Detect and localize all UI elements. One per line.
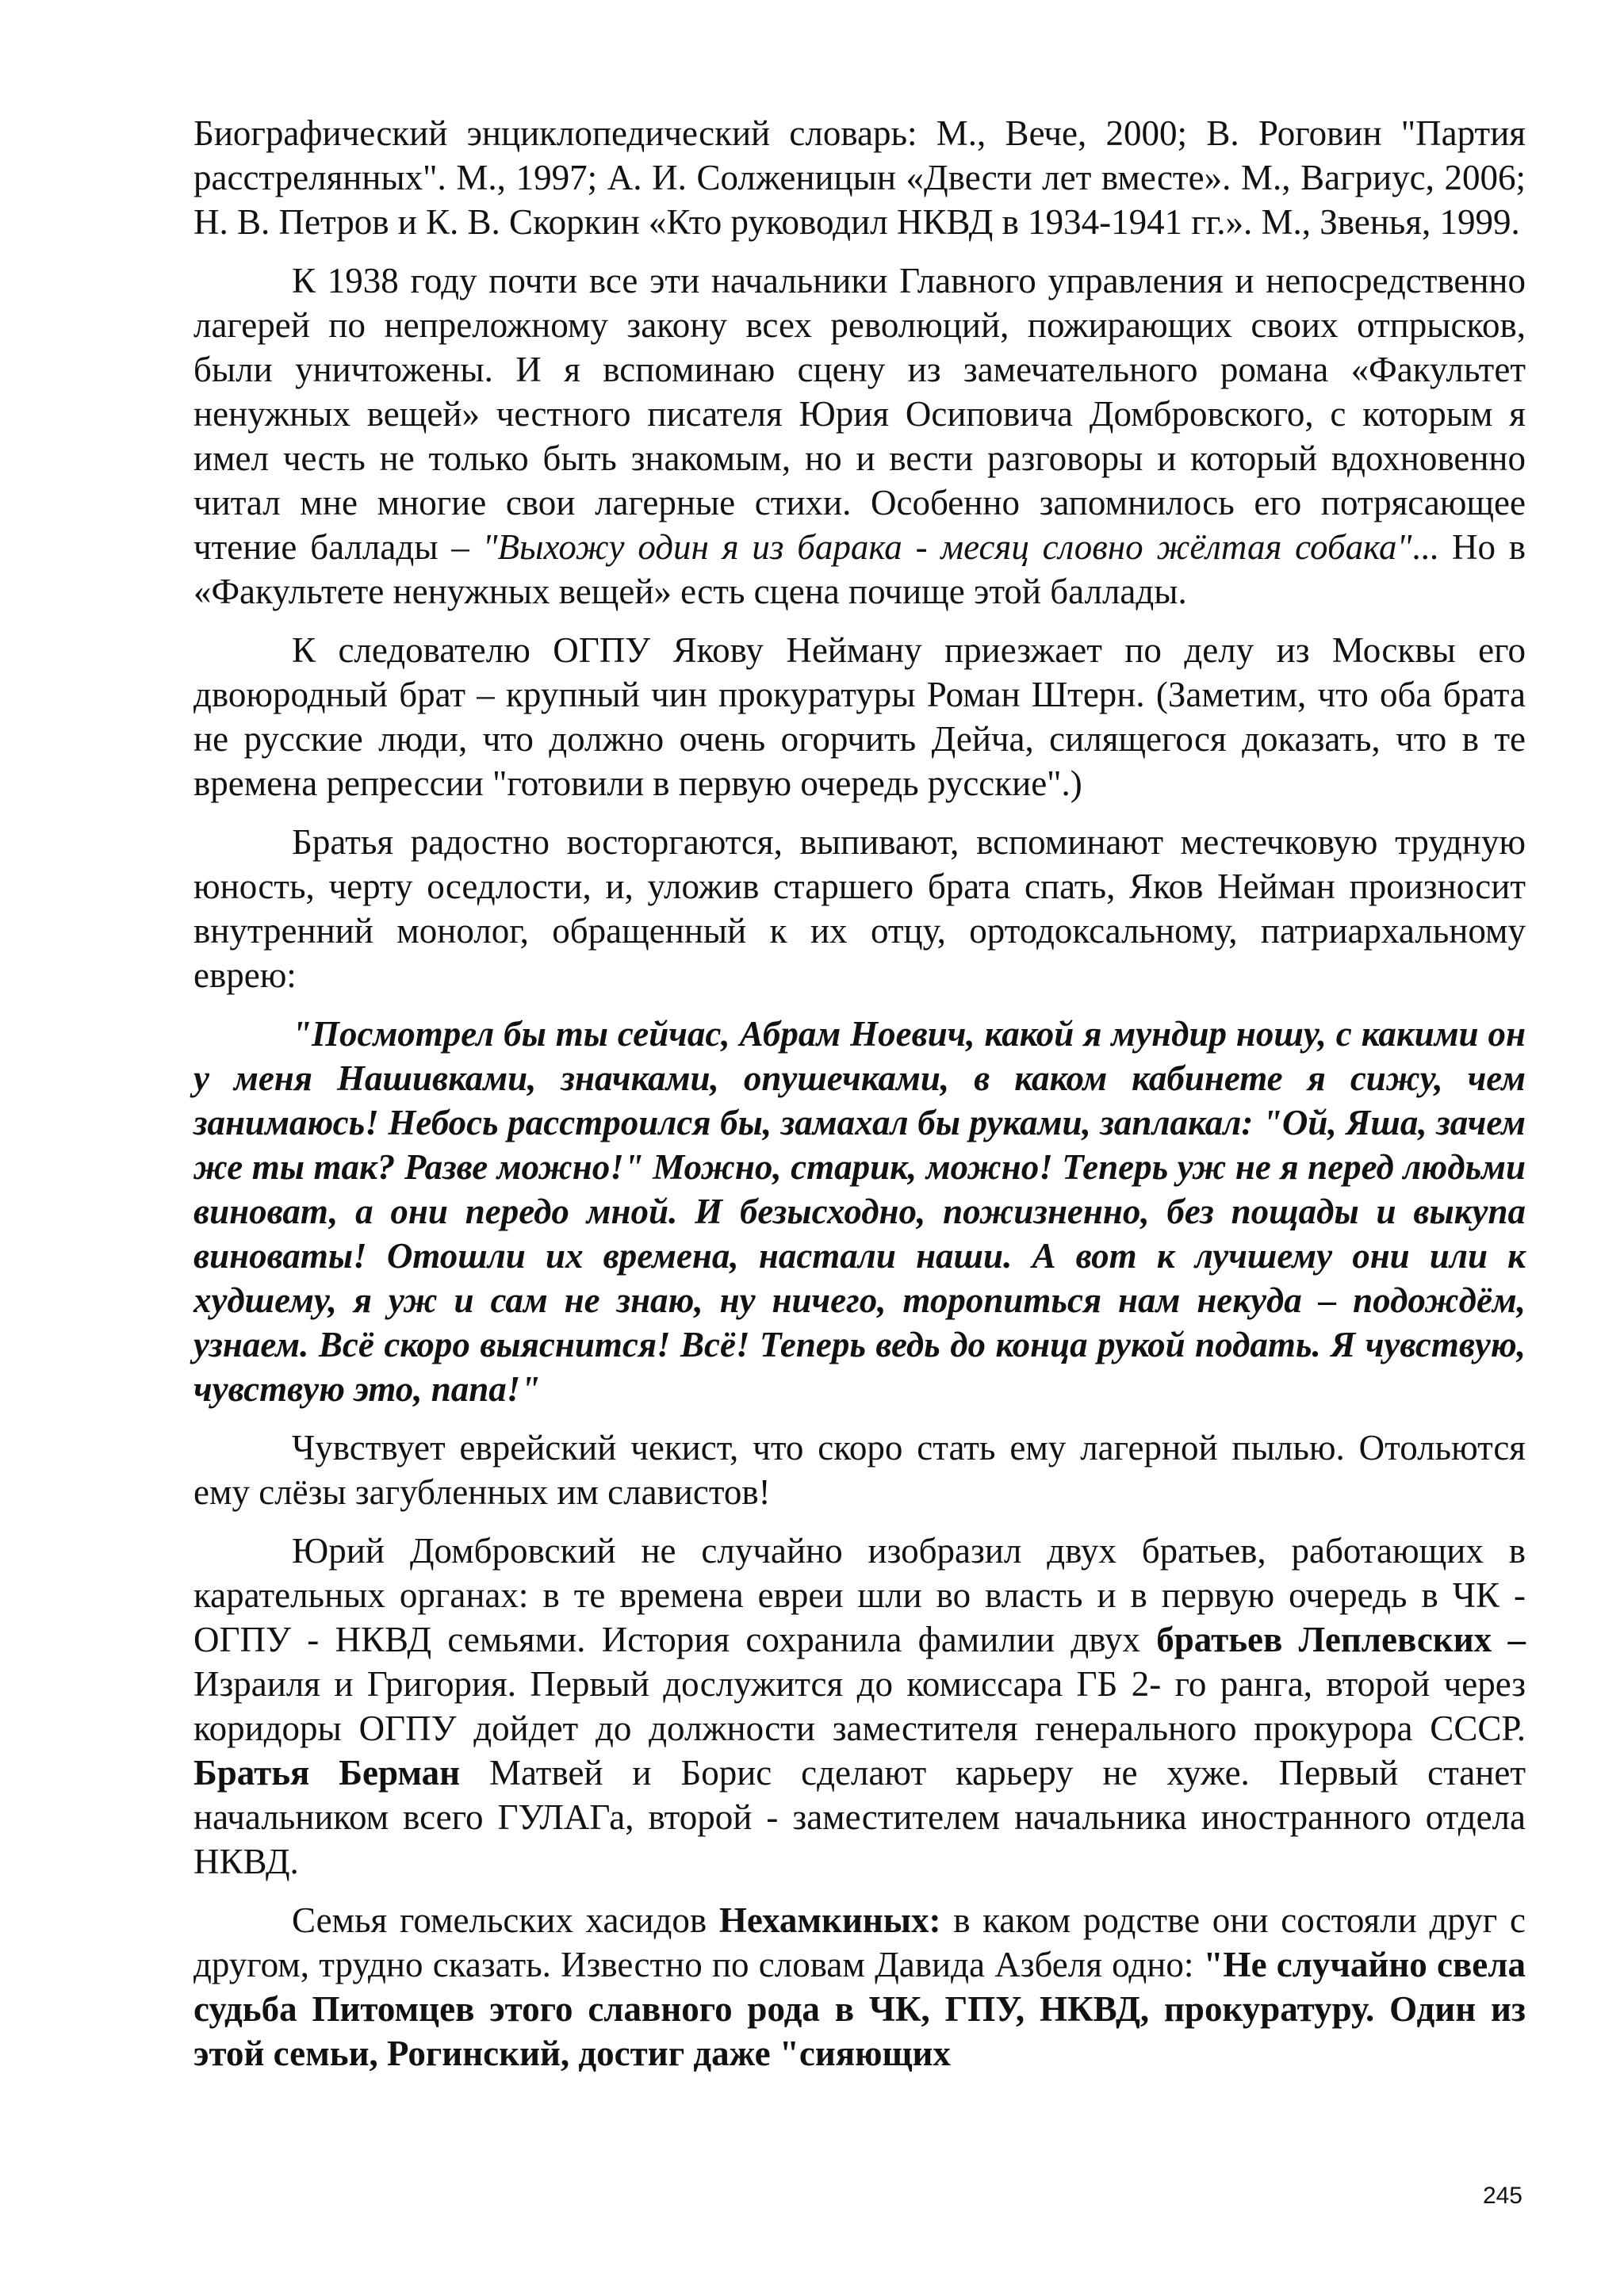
paragraph-families-end: Матвей и Борис сделают карьеру не хуже. Первый станет начальником всего ГУЛАГа, второй - заместителем начальника иностранного отдела НКВД. bbox=[193, 1753, 1526, 1881]
paragraph-dombrovsky-text: К 1938 году почти все эти начальники Главного управления и непосредственно лагерей по непреложному закону всех революций, пожирающих своих отпрысков, были уничтожены. И я вспоминаю сцену из замечательного романа «Факультет ненужных вещей» честного писателя Юрия Осиповича Домбровского, с которым я имел честь не только быть знакомым, но и вести разговоры и который вдохновенно читал мне многие свои лагерные стихи. Особенно запомнилось его потрясающее чтение баллады – bbox=[193, 261, 1526, 567]
paragraph-dombrovsky-end: ... Но в «Факультете ненужных вещей» есть сцена почище этой баллады. bbox=[193, 527, 1526, 611]
document-page bbox=[193, 111, 1526, 2090]
paragraph-families-middle: Израиля и Григория. Первый дослужится до комиссара ГБ 2- го ранга, второй через коридоры ОГПУ дойдет до должности заместителя генерального прокурора СССР. bbox=[193, 1664, 1526, 1748]
paragraph-brothers: Братья радостно восторгаются, выпивают, вспоминают местечковую трудную юность, черту оседлости, и, уложив старшего брата спать, Яков Нейман произносит внутренний монолог, обращенный к их отцу, ортодоксальному, патриархальному еврею: bbox=[193, 822, 1526, 995]
leplevsky-brothers: братьев Леплевских – bbox=[1156, 1620, 1526, 1659]
azbel-quote: "Не случайно свела судьба Питомцев этого славного рода в ЧК, ГПУ, НКВД, прокуратуру. Один из этой семьи, Рогинский, достиг даже "сияющих bbox=[193, 1945, 1526, 2073]
paragraph-nekhamkin bbox=[193, 1898, 1526, 2076]
paragraph-investigator: К следователю ОГПУ Якову Нейману приезжает по делу из Москвы его двоюродный брат – крупный чин прокуратуры Роман Штерн. (Заметим, что оба брата не русские люди, что должно очень огорчить Дейча, силящегося доказать, что в те времена репрессии "готовили в первую очередь русские".) bbox=[193, 630, 1526, 803]
nekhamkin-name: Нехамкиных: bbox=[718, 1900, 941, 1940]
paragraph-references: Биографический энциклопедический словарь: М., Вече, 2000; В. Роговин "Партия расстрелянных". М., 1997; А. И. Солженицын «Двести лет вместе». М., Вагриус, 2006; Н. В. Петров и К. В. Скоркин «Кто руководил НКВД в 1934-1941 гг.». М., Звенья, 1999. bbox=[193, 113, 1526, 242]
berman-brothers: Братья Берман bbox=[193, 1753, 461, 1793]
paragraph-dombrovsky bbox=[193, 258, 1526, 614]
paragraph-chekist: Чувствует еврейский чекист, что скоро стать ему лагерной пылью. Отольются ему слёзы загубленных им славистов! bbox=[193, 1428, 1526, 1512]
paragraph-nekhamkin-text: Семья гомельских хасидов bbox=[292, 1900, 719, 1940]
paragraph-families-text: Юрий Домбровский не случайно изобразил двух братьев, работающих в карательных органах: в те времена евреи шли во власть и в первую очередь в ЧК - ОГПУ - НКВД семьями. История сохранила фамилии двух bbox=[193, 1531, 1526, 1659]
page-number: 245 bbox=[1482, 2183, 1522, 2209]
ballad-quote: "Выхожу один я из барака - месяц словно жёлтая собака" bbox=[482, 527, 1412, 567]
paragraph-families bbox=[193, 1529, 1526, 1884]
monologue-quote: "Посмотрел бы ты сейчас, Абрам Ноевич, какой я мундир ношу, с какими он у меня Нашивками, значками, опушечками, в каком кабинете я сижу, чем занимаюсь! Небось расстроился бы, замахал бы руками, заплакал: "Ой, Яша, зачем же ты так? Разве можно!" Можно, старик, можно! Теперь уж не я перед людьми виноват, а они передо мной. И безысходно, пожизненно, без пощады и выкупа виноваты! Отошли их времена, настали наши. А вот к лучшему они или к худшему, я уж и сам не знаю, ну ничего, торопиться нам некуда – подождём, узнаем. Всё скоро выяснится! Всё! Теперь ведь до конца рукой подать. Я чувствую, чувствую это, папа!" bbox=[193, 1014, 1526, 1409]
paragraph-nekhamkin-middle: в каком родстве они состояли друг с другом, трудно сказать. Известно по словам Давида Азбеля одно: bbox=[193, 1900, 1526, 1984]
